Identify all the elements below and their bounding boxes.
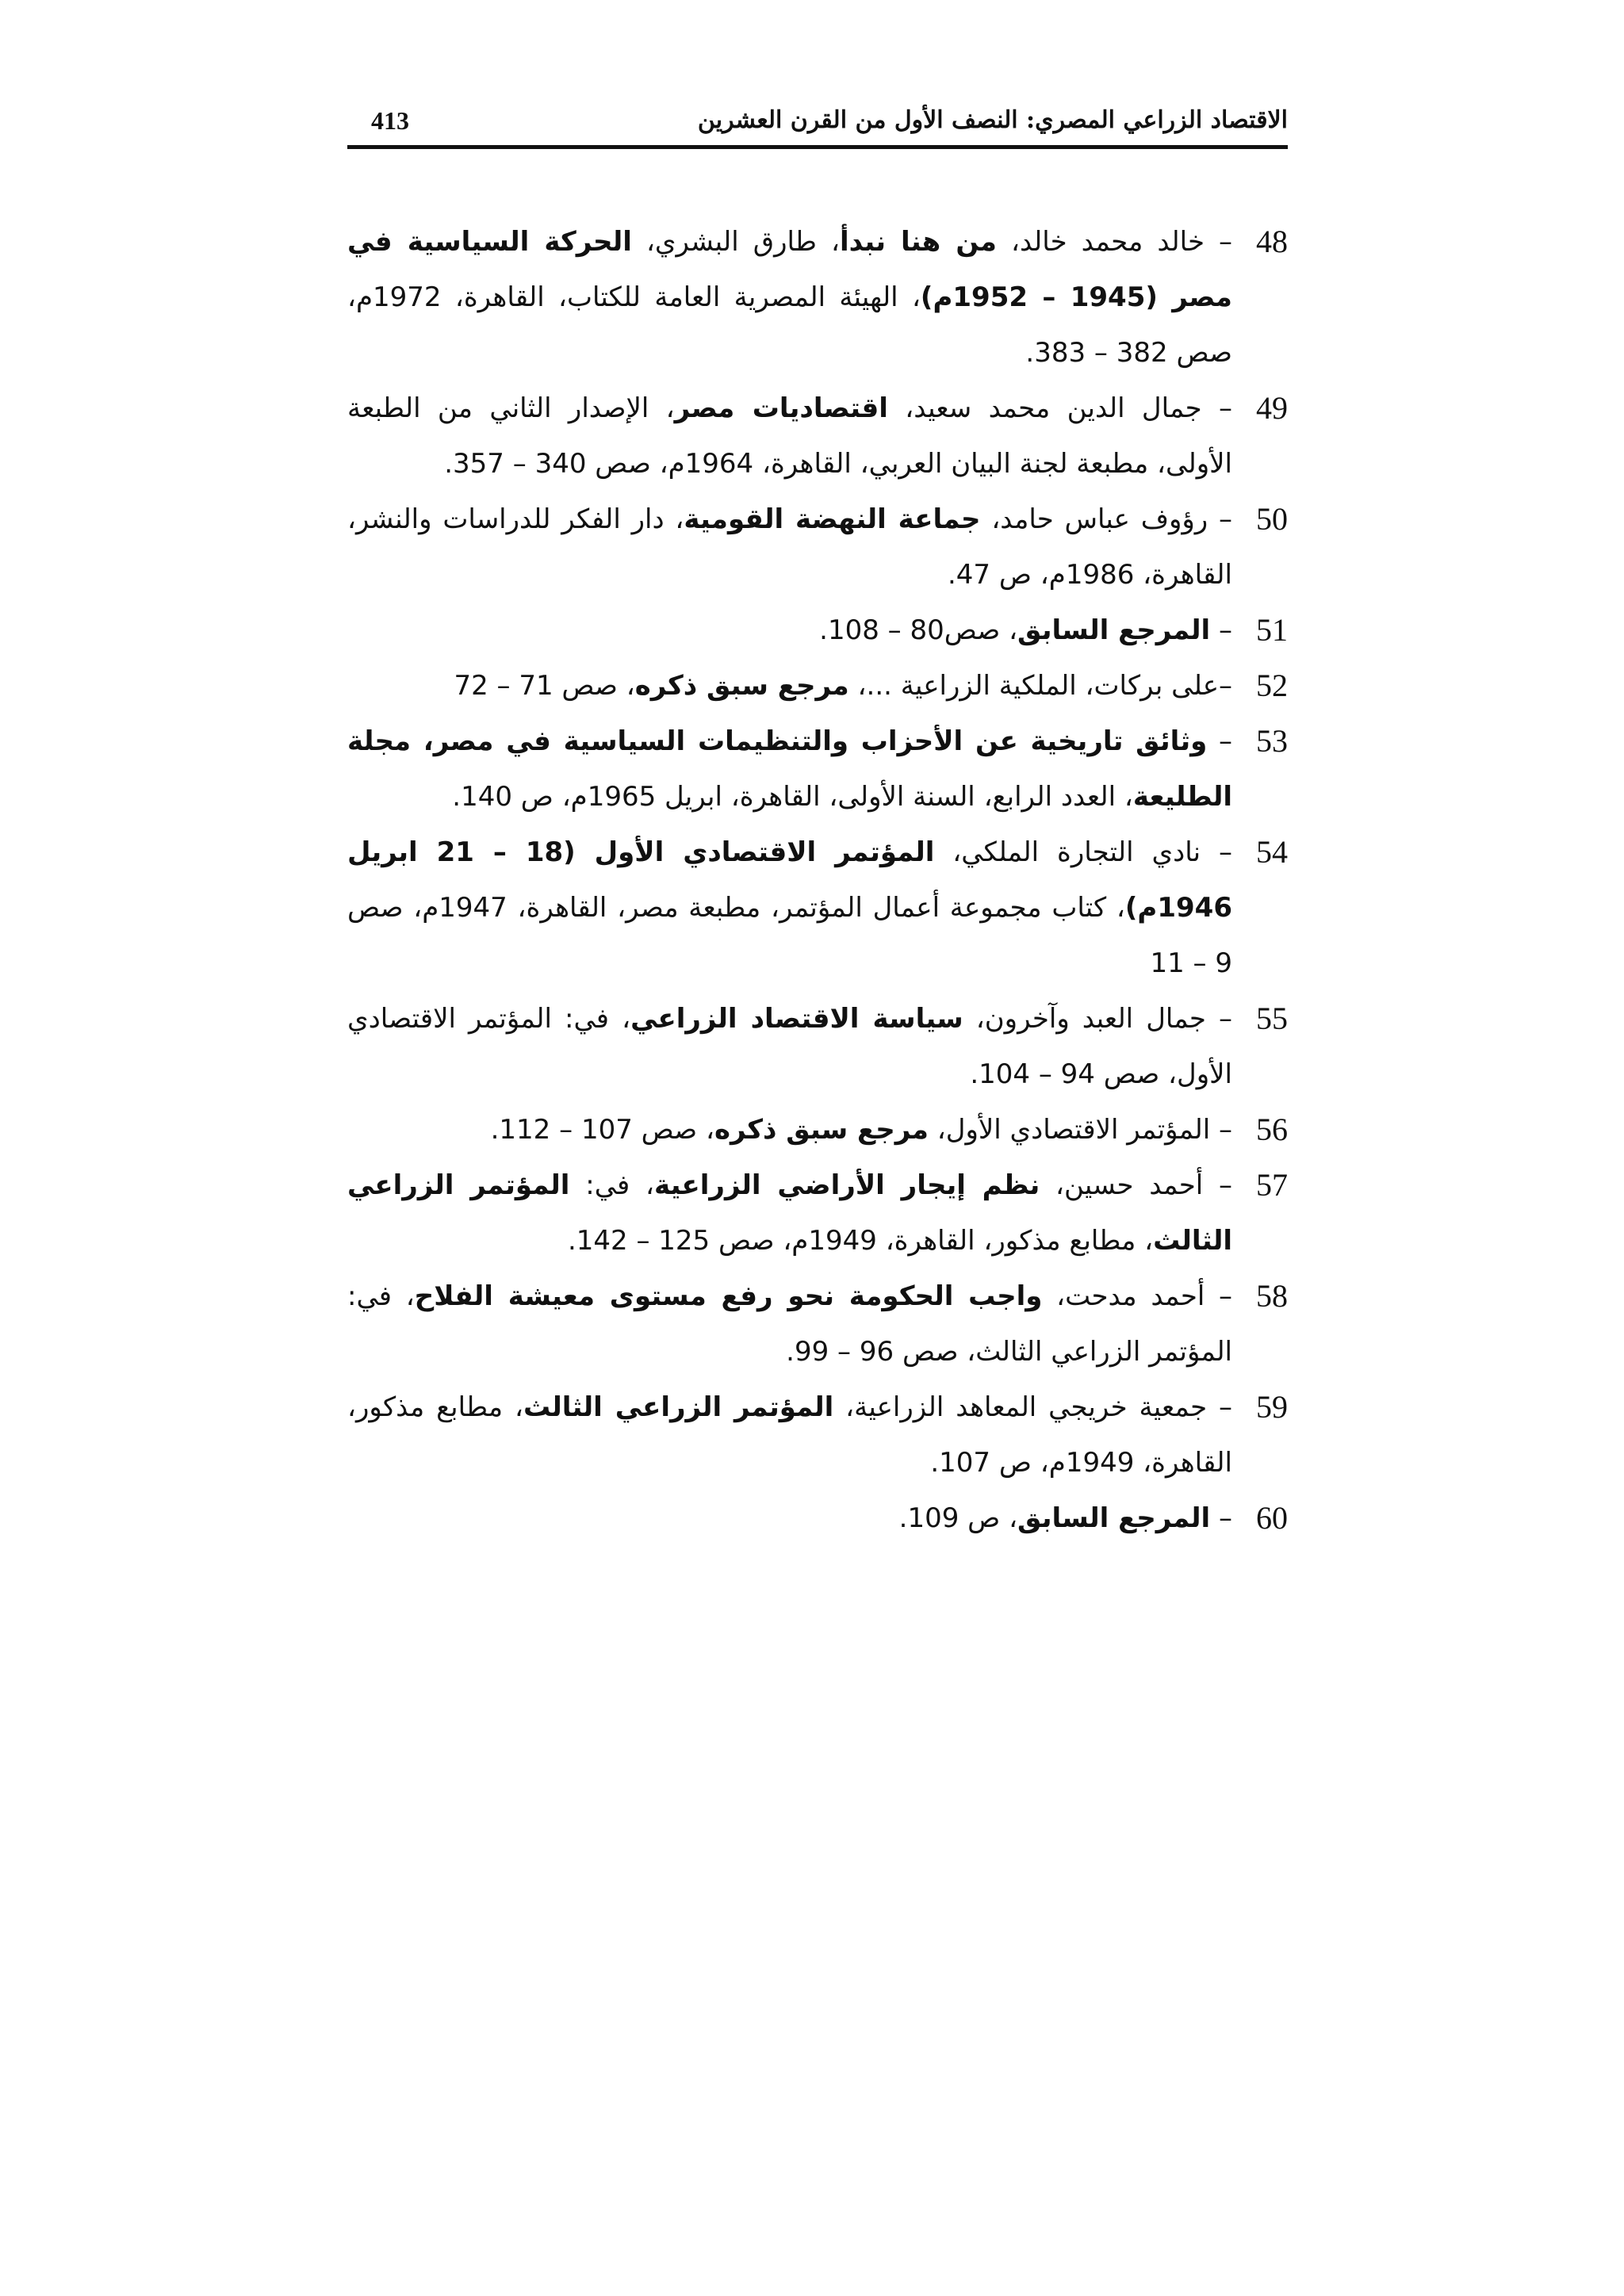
endnote-bold-title: مرجع سبق ذكره	[634, 670, 849, 702]
endnote-bold-title: اقتصاديات مصر	[674, 392, 888, 424]
endnote	[347, 991, 1288, 1102]
endnote	[347, 714, 1288, 825]
endnote-text: – نادي التجارة الملكي،	[934, 836, 1232, 868]
endnote-text: – رؤوف عباس حامد،	[980, 503, 1232, 535]
endnote-text: –	[1207, 725, 1232, 757]
endnote-number: 58	[1256, 1278, 1288, 1314]
endnote-text: – جمال الدين محمد سعيد،	[887, 392, 1233, 424]
endnote-text: ، في: المؤتمر الزراعي الثالث، صص 96 – 99.	[347, 1280, 1232, 1368]
endnote-number: 56	[1256, 1112, 1288, 1147]
header-title: الاقتصاد الزراعي المصري: النصف الأول من القرن العشرين	[697, 106, 1288, 134]
endnote-number: 53	[1256, 723, 1288, 759]
endnote-number: 59	[1256, 1389, 1288, 1425]
endnote-bold-title: سياسة الاقتصاد الزراعي	[630, 1003, 963, 1035]
endnote-text: ، العدد الرابع، السنة الأولى، القاهرة، ابريل 1965م، ص 140.	[452, 781, 1133, 813]
endnote-bold-title: وثائق تاريخية عن الأحزاب والتنظيمات السياسية في مصر، مجلة الطليعة	[347, 725, 1232, 813]
endnote-text: –على بركات، الملكية الزراعية ...،	[848, 670, 1232, 702]
endnote-text: – جمعية خريجي المعاهد الزراعية،	[833, 1391, 1232, 1423]
header-rule	[347, 145, 1288, 149]
endnote	[347, 603, 1288, 658]
endnote	[347, 1158, 1288, 1269]
endnote-text: ، الإصدار الثاني من الطبعة الأولى، مطبعة لجنة البيان العربي، القاهرة، 1964م، صص 340 – 357.	[347, 392, 1232, 480]
endnote	[347, 492, 1288, 603]
endnote	[347, 381, 1288, 492]
endnote	[347, 1269, 1288, 1380]
endnote-text: ، مطابع مذكور، القاهرة، 1949م، ص 107.	[347, 1391, 1232, 1479]
endnote-text: – المؤتمر الاقتصادي الأول،	[928, 1114, 1232, 1146]
endnote-number: 57	[1256, 1167, 1288, 1203]
endnote-number: 49	[1256, 390, 1288, 426]
endnote-bold-title: المؤتمر الزراعي الثالث	[523, 1391, 834, 1423]
endnote-text: ، الهيئة المصرية العامة للكتاب، القاهرة، 1972م، صص 382 – 383.	[347, 281, 1232, 369]
endnote-text: ، طارق البشري،	[631, 226, 841, 258]
endnote-text: – جمال العبد وآخرون،	[963, 1003, 1232, 1035]
endnote-text: ، ص 109.	[898, 1502, 1018, 1534]
endnote-number: 51	[1256, 612, 1288, 648]
endnote-text: ، في:	[569, 1169, 655, 1201]
endnote	[347, 1102, 1288, 1158]
endnote-number: 60	[1256, 1500, 1288, 1536]
endnote-bold-title: الحركة السياسية في مصر (1945 – 1952م)	[347, 226, 1232, 313]
endnote-bold-title: واجب الحكومة نحو رفع مستوى معيشة الفلاح	[414, 1280, 1043, 1312]
endnote-number: 52	[1256, 668, 1288, 703]
endnotes-list	[347, 214, 1288, 1546]
endnote-bold-title: جماعة النهضة القومية	[684, 503, 981, 535]
endnote-text: – خالد محمد خالد،	[997, 226, 1233, 258]
endnote-bold-title: المرجع السابق	[1017, 1502, 1211, 1534]
endnote-number: 54	[1256, 834, 1288, 870]
endnote-number: 55	[1256, 1001, 1288, 1036]
endnote-text: ، مطابع مذكور، القاهرة، 1949م، صص 125 – 142.	[567, 1225, 1154, 1257]
endnote-number: 48	[1256, 224, 1288, 259]
endnote-number: 50	[1256, 501, 1288, 537]
endnote-bold-title: المؤتمر الزراعي الثالث	[347, 1169, 1232, 1257]
endnote	[347, 1490, 1288, 1546]
endnote-text: – أحمد مدحت،	[1042, 1280, 1233, 1312]
endnote-text: ، كتاب مجموعة أعمال المؤتمر، مطبعة مصر، القاهرة، 1947م، صص 9 – 11	[347, 892, 1232, 979]
endnote-bold-title: المؤتمر الاقتصادي الأول (18 – 21 ابريل 1946م)	[347, 836, 1232, 924]
endnote-text: ، في: المؤتمر الاقتصادي الأول، صص 94 – 104.	[347, 1003, 1232, 1090]
running-header	[347, 101, 1288, 146]
endnote-text: ، صص80 – 108.	[819, 614, 1018, 646]
endnote	[347, 1380, 1288, 1490]
endnote-text: ، صص 71 – 72	[454, 670, 635, 702]
endnote-bold-title: من هنا نبدأ	[840, 226, 997, 258]
endnote-bold-title: مرجع سبق ذكره	[714, 1114, 929, 1146]
page-number: 413	[371, 106, 409, 135]
endnote	[347, 214, 1288, 381]
endnote-text: ، دار الفكر للدراسات والنشر، القاهرة، 1986م، ص 47.	[347, 503, 1232, 591]
endnote-text: – أحمد حسين،	[1040, 1169, 1232, 1201]
endnote	[347, 825, 1288, 991]
endnote-text: ، صص 107 – 112.	[490, 1114, 714, 1146]
endnote	[347, 658, 1288, 714]
endnote-text: –	[1210, 1502, 1232, 1534]
endnote-text: –	[1210, 614, 1232, 646]
endnote-bold-title: نظم إيجار الأراضي الزراعية	[654, 1169, 1040, 1201]
endnote-bold-title: المرجع السابق	[1017, 614, 1211, 646]
